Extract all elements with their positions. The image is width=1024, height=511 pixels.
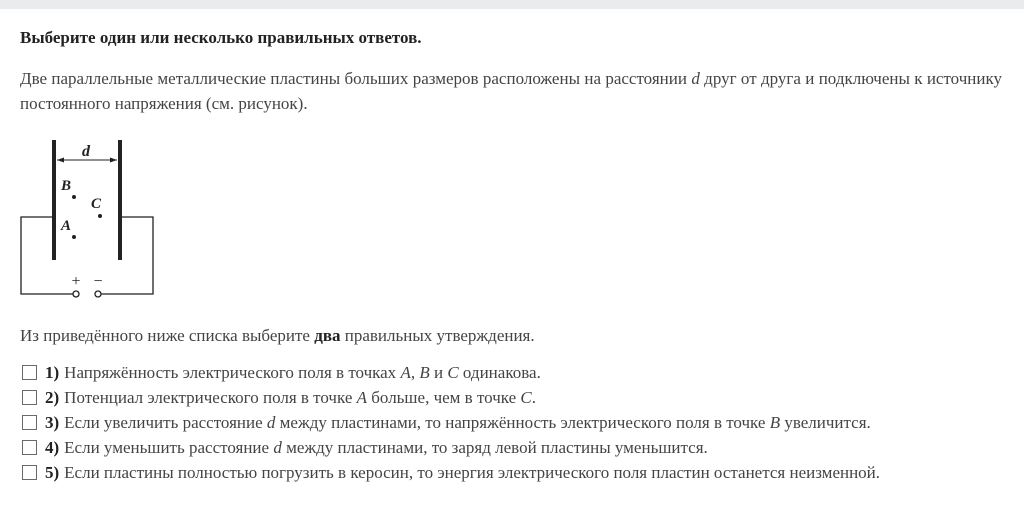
option-number: 1) (45, 362, 60, 382)
variable: B (769, 412, 781, 432)
instruction-before: Из приведённого ниже списка выберите (20, 326, 315, 345)
capacitor-figure (14, 136, 164, 302)
option-4-checkbox[interactable] (22, 440, 37, 455)
option-number: 5) (45, 462, 60, 482)
option-3-checkbox[interactable] (22, 415, 37, 430)
variable: d (273, 437, 282, 457)
label-minus: − (93, 273, 103, 290)
option-5-checkbox[interactable] (22, 465, 37, 480)
terminal-plus (73, 291, 79, 297)
text-segment: и (429, 362, 448, 382)
option-number: 3) (45, 412, 60, 432)
label-c: C (91, 196, 102, 212)
instruction-text (20, 326, 535, 346)
variable: d (266, 412, 276, 432)
instruction-bold: два (314, 326, 341, 345)
option-5[interactable] (22, 460, 880, 485)
variable: C (447, 362, 459, 382)
text-segment: Потенциал электрического поля в точке (64, 387, 357, 407)
option-text (64, 388, 536, 408)
wire-right (101, 217, 153, 294)
text-segment: Если пластины полностью погрузить в керосин, то энергия электрического поля пластин останется неизменной. (64, 462, 881, 482)
label-b: B (61, 178, 72, 194)
label-d: d (82, 143, 90, 160)
option-2[interactable] (22, 385, 880, 410)
instruction-after: правильных утверждения. (340, 326, 535, 345)
capacitor-diagram (14, 136, 164, 302)
text-segment: , (410, 362, 420, 382)
text-segment: Напряжённость электрического поля в точках (64, 362, 401, 382)
answer-options (22, 360, 880, 485)
arrow-head-left (57, 158, 64, 163)
problem-text-1: Две параллельные металлические пластины больших размеров расположены на расстоянии (20, 69, 692, 88)
variable: C (520, 387, 532, 407)
point-b (72, 195, 76, 199)
text-segment: увеличится. (780, 412, 871, 432)
variable: B (419, 362, 430, 382)
text-segment: Если увеличить расстояние (64, 412, 267, 432)
point-c (98, 214, 102, 218)
terminal-minus (95, 291, 101, 297)
question-title: Выберите один или несколько правильных ответов. (20, 28, 422, 47)
option-1-checkbox[interactable] (22, 365, 37, 380)
text-segment: между пластинами, то заряд левой пластины уменьшится. (281, 437, 708, 457)
problem-variable-d: d (691, 69, 700, 88)
text-segment: одинакова. (458, 362, 541, 382)
problem-text-2: друг от друга и подключены к источнику постоянного напряжения (см. рисунок). (20, 69, 1003, 113)
text-segment: больше, чем в точке (367, 387, 521, 407)
label-a: A (61, 218, 72, 234)
variable: A (356, 387, 368, 407)
text-segment: между пластинами, то напряжённость электрического поля в точке (275, 412, 770, 432)
text-segment: . (531, 387, 536, 407)
option-text (64, 413, 871, 433)
label-plus: + (71, 273, 81, 290)
top-bar (0, 0, 1024, 9)
option-3[interactable] (22, 410, 880, 435)
option-text (64, 363, 541, 383)
arrow-head-right (110, 158, 117, 163)
option-number: 2) (45, 387, 60, 407)
variable: A (400, 362, 411, 382)
option-2-checkbox[interactable] (22, 390, 37, 405)
point-a (72, 235, 76, 239)
option-4[interactable] (22, 435, 880, 460)
problem-statement (20, 66, 1002, 116)
option-text (64, 463, 880, 483)
option-1[interactable] (22, 360, 880, 385)
option-number: 4) (45, 437, 60, 457)
option-text (64, 438, 708, 458)
text-segment: Если уменьшить расстояние (64, 437, 274, 457)
